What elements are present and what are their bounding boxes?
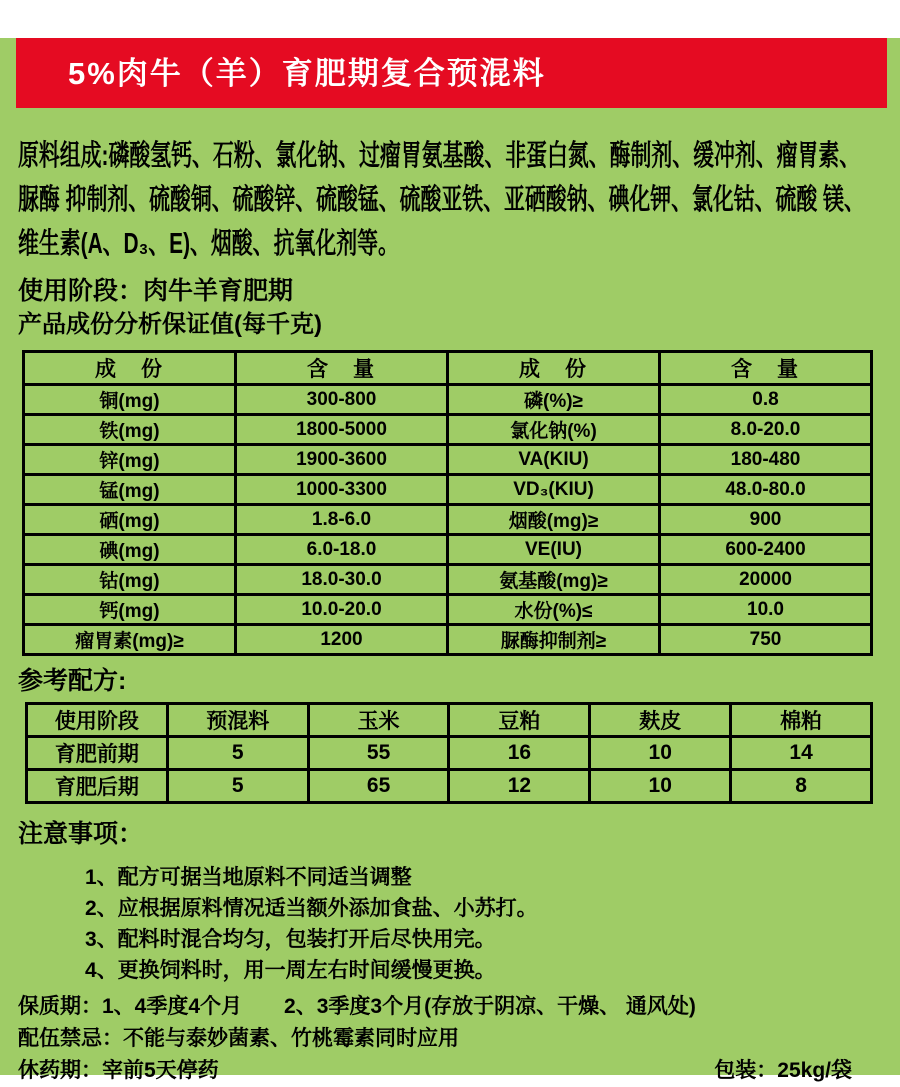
- component-cell: 碘(mg): [24, 535, 236, 565]
- column-header: 豆粕: [449, 704, 590, 737]
- value-cell: 16: [449, 737, 590, 770]
- product-title: 5%肉牛（羊）育肥期复合预混料: [68, 55, 546, 91]
- content-cell: 1200: [236, 625, 448, 655]
- column-header: 玉米: [308, 704, 449, 737]
- table-row: [24, 505, 872, 535]
- component-cell: 氨基酸(mg)≥: [448, 565, 660, 595]
- content-cell: 10.0: [660, 595, 872, 625]
- component-cell: 锰(mg): [24, 475, 236, 505]
- content-cell: 900: [660, 505, 872, 535]
- composition-line-3: 维生素(A、D₃、E)、烟酸、抗氧化剂等。: [18, 228, 399, 260]
- notes-list: [85, 862, 900, 986]
- reference-formula-title: 参考配方:: [18, 667, 127, 695]
- content-cell: 750: [660, 625, 872, 655]
- list-item: 1、配方可据当地原料不同适当调整: [85, 866, 412, 889]
- value-cell: 8: [731, 770, 872, 803]
- table-row: [24, 445, 872, 475]
- analysis-header-row: [24, 352, 872, 385]
- component-cell: 磷(%)≥: [448, 385, 660, 415]
- component-cell: 钙(mg): [24, 595, 236, 625]
- composition-line-1: 原料组成:磷酸氢钙、石粉、氯化钠、过瘤胃氨基酸、非蛋白氮、酶制剂、缓冲剂、瘤胃素、: [18, 140, 861, 172]
- content-cell: 6.0-18.0: [236, 535, 448, 565]
- value-cell: 10: [590, 737, 731, 770]
- content-cell: 180-480: [660, 445, 872, 475]
- table-row: [24, 385, 872, 415]
- content-cell: 10.0-20.0: [236, 595, 448, 625]
- list-item: 2、应根据原料情况适当额外添加食盐、小苏打。: [85, 897, 538, 920]
- content-cell: 48.0-80.0: [660, 475, 872, 505]
- column-header: 棉粕: [731, 704, 872, 737]
- notes-title: 注意事项：: [18, 820, 144, 848]
- guarantee-title: 产品成份分析保证值(每千克): [18, 311, 322, 338]
- value-cell: 10: [590, 770, 731, 803]
- reference-formula-table: [25, 702, 873, 804]
- column-header: 含 量: [236, 352, 448, 385]
- column-header: 预混料: [167, 704, 308, 737]
- incompatibility-line: 配伍禁忌：不能与泰妙菌素、竹桃霉素同时应用: [18, 1027, 459, 1050]
- table-row: [24, 415, 872, 445]
- value-cell: 5: [167, 770, 308, 803]
- table-row: [24, 535, 872, 565]
- table-row: [24, 475, 872, 505]
- stage-cell: 育肥后期: [27, 770, 168, 803]
- column-header: 含 量: [660, 352, 872, 385]
- component-cell: VA(KIU): [448, 445, 660, 475]
- withdrawal-period: 休药期：宰前5天停药: [18, 1059, 219, 1082]
- column-header: 麸皮: [590, 704, 731, 737]
- column-header: 成 份: [448, 352, 660, 385]
- component-cell: 硒(mg): [24, 505, 236, 535]
- component-cell: 铁(mg): [24, 415, 236, 445]
- content-cell: 600-2400: [660, 535, 872, 565]
- content-cell: 8.0-20.0: [660, 415, 872, 445]
- product-title-banner: [16, 38, 887, 108]
- component-cell: 铜(mg): [24, 385, 236, 415]
- value-cell: 14: [731, 737, 872, 770]
- table-row: [27, 737, 872, 770]
- product-label-page: [0, 38, 900, 1082]
- content-cell: 0.8: [660, 385, 872, 415]
- table-row: [24, 565, 872, 595]
- column-header: 使用阶段: [27, 704, 168, 737]
- component-cell: 氯化钠(%): [448, 415, 660, 445]
- value-cell: 5: [167, 737, 308, 770]
- component-cell: 烟酸(mg)≥: [448, 505, 660, 535]
- component-cell: 瘤胃素(mg)≥: [24, 625, 236, 655]
- packaging-spec: 包装：25kg/袋: [714, 1059, 852, 1082]
- usage-stage-label: 使用阶段：肉牛羊育肥期: [18, 277, 294, 305]
- table-row: [24, 595, 872, 625]
- value-cell: 12: [449, 770, 590, 803]
- content-cell: 1800-5000: [236, 415, 448, 445]
- component-cell: 锌(mg): [24, 445, 236, 475]
- content-cell: 1.8-6.0: [236, 505, 448, 535]
- content-cell: 20000: [660, 565, 872, 595]
- content-cell: 18.0-30.0: [236, 565, 448, 595]
- footer-bottom-row: [18, 1055, 852, 1087]
- component-cell: VE(IU): [448, 535, 660, 565]
- list-item: 4、更换饲料时，用一周左右时间缓慢更换。: [85, 959, 496, 982]
- stage-cell: 育肥前期: [27, 737, 168, 770]
- component-cell: 钴(mg): [24, 565, 236, 595]
- component-cell: 脲酶抑制剂≥: [448, 625, 660, 655]
- analysis-table: [22, 350, 873, 656]
- table-row: [27, 770, 872, 803]
- value-cell: 65: [308, 770, 449, 803]
- content-cell: 1900-3600: [236, 445, 448, 475]
- formula-header-row: [27, 704, 872, 737]
- column-header: 成 份: [24, 352, 236, 385]
- composition-line-2: 脲酶 抑制剂、硫酸铜、硫酸锌、硫酸锰、硫酸亚铁、亚硒酸钠、碘化钾、氯化钴、硫酸 镁、: [18, 184, 865, 216]
- component-cell: 水份(%)≤: [448, 595, 660, 625]
- content-cell: 1000-3300: [236, 475, 448, 505]
- value-cell: 55: [308, 737, 449, 770]
- table-row: [24, 625, 872, 655]
- list-item: 3、配料时混合均匀，包装打开后尽快用完。: [85, 928, 496, 951]
- component-cell: VD₃(KIU): [448, 475, 660, 505]
- content-cell: 300-800: [236, 385, 448, 415]
- shelf-life-line: 保质期：1、4季度4个月 2、3季度3个月(存放于阴凉、干燥、 通风处): [18, 995, 696, 1018]
- composition-section: [18, 134, 900, 266]
